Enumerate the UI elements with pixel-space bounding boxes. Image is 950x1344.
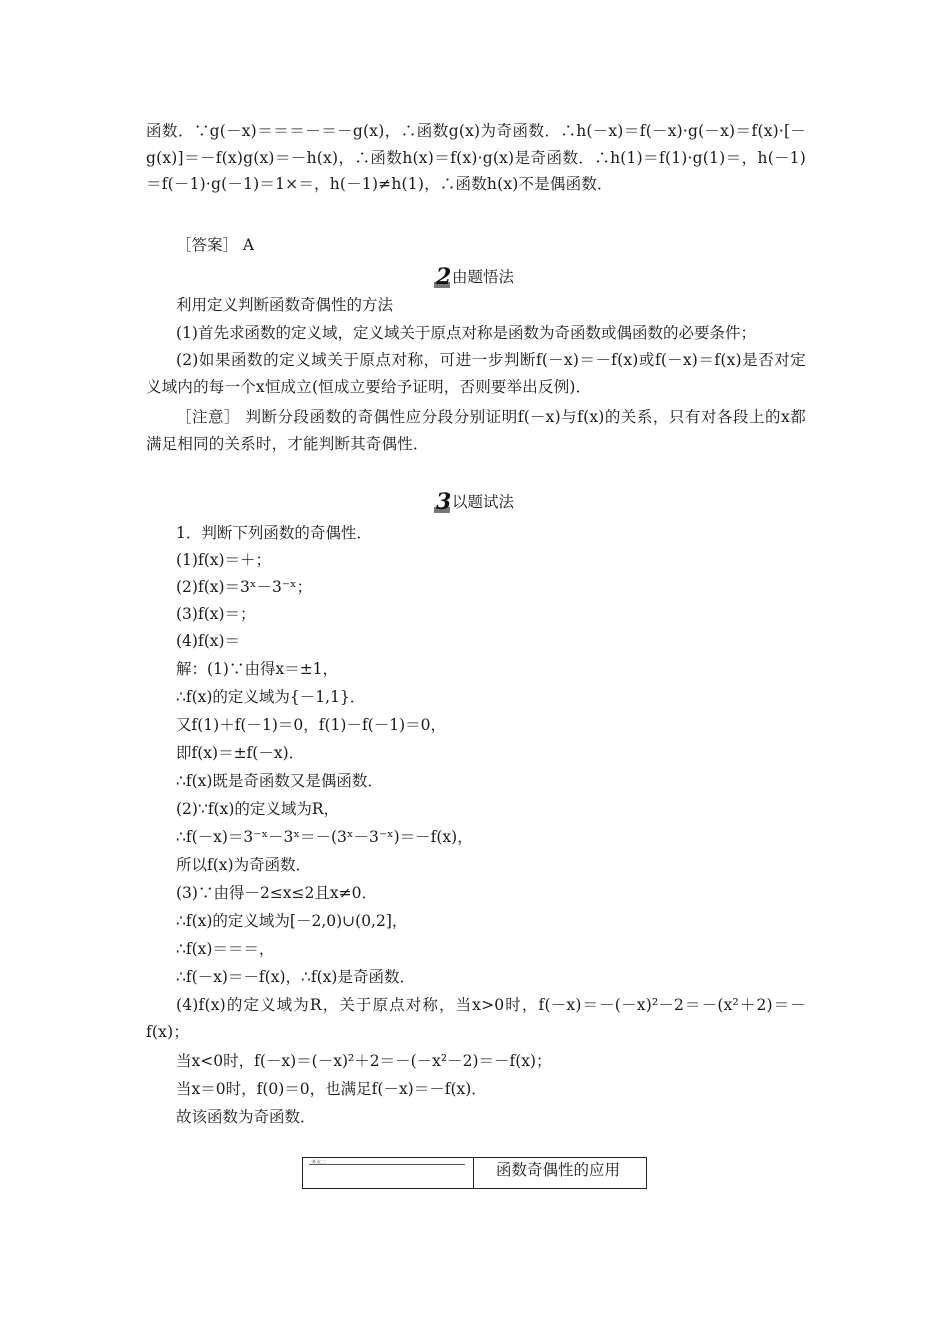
s3-line: (4)f(x)＝ [176, 632, 241, 650]
s3-line: ∴f(x)的定义域为{－1,1}． [176, 688, 366, 706]
topic-table [302, 1157, 647, 1189]
topic-table-left-cell [303, 1158, 474, 1188]
s3-line: ∴f(x)的定义域为[－2,0)∪(0,2]， [176, 912, 408, 930]
s3-line: ∴f(x)既是奇函数又是偶函数． [176, 772, 383, 790]
s3-line: ∴f(－x)＝－f(x)，∴f(x)是奇函数． [176, 968, 415, 986]
section2-heading [0, 264, 950, 290]
s3-line: (2)f(x)＝3ˣ－3⁻ˣ； [176, 578, 313, 596]
section2-step1: (1)首先求函数的定义域，定义域关于原点对称是函数为奇函数或偶函数的必要条件； [176, 324, 756, 342]
section3-title: 以题试法 [451, 493, 514, 511]
s3-line: ∴f(－x)＝3⁻ˣ－3ˣ＝－(3ˣ－3⁻ˣ)＝－f(x)， [176, 828, 473, 846]
s3-tail-line: 当x＝0时，f(0)＝0，也满足f(－x)＝－f(x)． [176, 1080, 487, 1098]
topic-table-label: 函数奇偶性的应用 [496, 1161, 621, 1179]
s3-line: (3)∵由得－2≤x≤2且x≠0． [176, 884, 377, 902]
s3-line: (2)∵f(x)的定义域为R， [176, 800, 340, 818]
s3-tail-line: 故该函数为奇函数． [176, 1108, 316, 1126]
s3-line: ∴f(x)＝＝＝， [176, 940, 275, 958]
intro-paragraph: 函数．∵g(－x)＝＝＝－＝－g(x)，∴函数g(x)为奇函数．∴h(－x)＝f(－x)·g(－x)＝f(x)·[－g(x)]＝－f(x)g(x)＝－h(x)，∴函数h(x)＝f(x)·g(x)是奇函数．∴h(1)＝f(1)·g(1)＝，h(－1)＝f(－1)·g(－1)＝1×＝，h(－1)≠h(1)，∴函数h(x)不是偶函数． [146, 122, 806, 193]
s3-line: 即f(x)＝±f(－x)． [176, 744, 305, 762]
topic-tag-rule [309, 1164, 465, 1165]
section2-number-icon: 2 [435, 264, 452, 290]
s3-line: 解：(1)∵由得x＝±1， [176, 660, 339, 678]
s3-para4: (4)f(x)的定义域为R，关于原点对称，当x>0时，f(－x)＝－(－x)²－2＝－(x²＋2)＝－f(x)； [146, 996, 806, 1041]
s3-line: (3)f(x)＝； [176, 605, 256, 623]
section2-title: 由题悟法 [451, 268, 514, 286]
section2-subtitle: 利用定义判断函数奇偶性的方法 [176, 296, 394, 314]
s3-tail-line: 当x<0时，f(－x)＝(－x)²＋2＝－(－x²－2)＝－f(x)； [176, 1052, 552, 1070]
s3-line: (1)f(x)＝＋； [176, 551, 272, 569]
section2-note: ［注意］ 判断分段函数的奇偶性应分段分别证明f(－x)与f(x)的关系，只有对各段上的x都满足相同的关系时，才能判断其奇偶性． [146, 408, 806, 453]
s3-line: 1．判断下列函数的奇偶性． [176, 524, 372, 542]
section2-step2: (2)如果函数的定义域关于原点对称，可进一步判断f(－x)＝－f(x)或f(－x)＝f(x)是否对定义域内的每一个x恒成立(恒成立要给予证明，否则要举出反例)． [146, 351, 806, 396]
section3-number-icon: 3 [435, 489, 452, 515]
s3-line: 又f(1)＋f(－1)＝0，f(1)－f(－1)＝0， [176, 716, 446, 734]
topic-tag: 考点二 [311, 1160, 327, 1166]
answer-line: ［答案］ A [176, 236, 255, 254]
s3-line: 所以f(x)为奇函数． [176, 856, 312, 874]
section3-heading [0, 489, 950, 515]
